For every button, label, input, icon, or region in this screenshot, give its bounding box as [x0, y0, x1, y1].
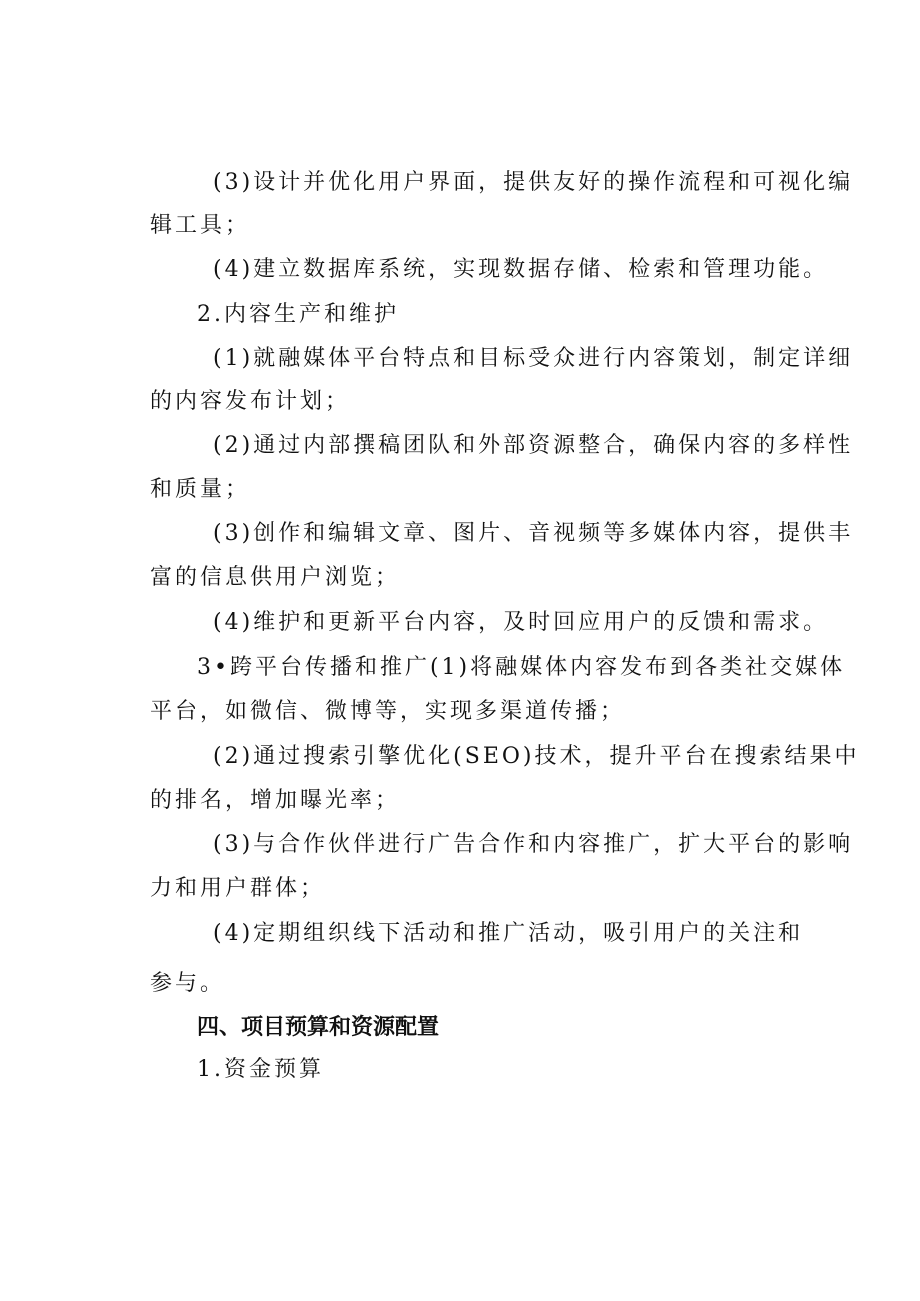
section-subheading: 2.内容生产和维护	[197, 302, 399, 327]
text-line: (4)维护和更新平台内容，及时回应用户的反馈和需求。	[213, 610, 829, 635]
text-line: (1)就融媒体平台特点和目标受众进行内容策划，制定详细	[213, 346, 854, 371]
text-line: (2)通过内部撰稿团队和外部资源整合，确保内容的多样性	[213, 433, 854, 458]
text-line: 力和用户群体；	[150, 876, 326, 901]
section-heading: 四、项目预算和资源配置	[197, 1015, 440, 1040]
text-line: 的排名，增加曝光率；	[150, 788, 401, 813]
text-line: (3)设计并优化用户界面，提供友好的操作流程和可视化编	[213, 170, 854, 195]
text-line: 的内容发布计划；	[150, 389, 351, 414]
text-line: 和质量；	[150, 477, 251, 502]
text-line: 辑工具；	[150, 213, 251, 238]
text-line: (4)建立数据库系统，实现数据存储、检索和管理功能。	[213, 257, 829, 282]
text-line: 富的信息供用户浏览；	[150, 565, 401, 590]
text-line: 参与。	[150, 971, 226, 996]
section-subheading: 3•跨平台传播和推广(1)将融媒体内容发布到各类社交媒体	[197, 655, 846, 680]
text-line: (4)定期组织线下活动和推广活动，吸引用户的关注和	[213, 921, 804, 946]
text-line: (3)创作和编辑文章、图片、音视频等多媒体内容，提供丰	[213, 521, 854, 546]
text-line: (3)与合作伙伴进行广告合作和内容推广，扩大平台的影响	[213, 832, 854, 857]
text-line: 平台，如微信、微博等，实现多渠道传播；	[150, 699, 626, 724]
section-subheading: 1.资金预算	[197, 1057, 324, 1082]
text-line: (2)通过搜索引擎优化(SEO)技术，提升平台在搜索结果中	[213, 744, 860, 769]
